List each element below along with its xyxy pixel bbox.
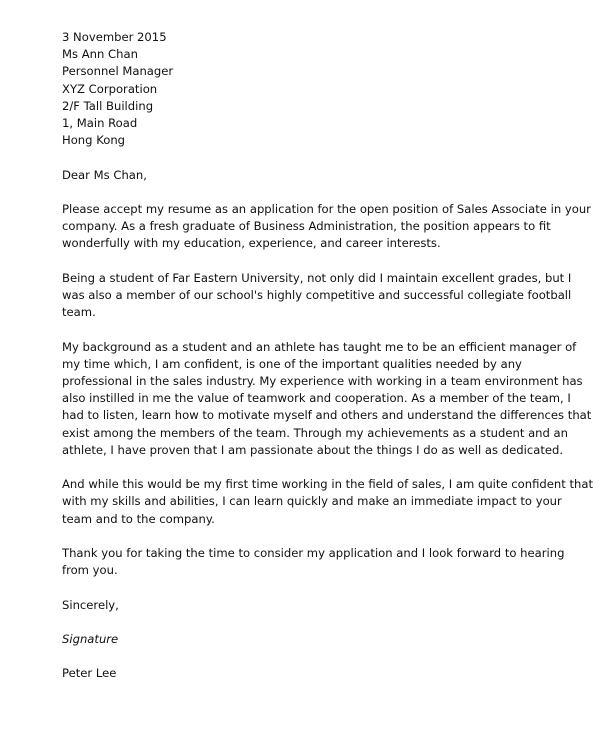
closing <box>62 597 562 614</box>
paragraph-2 <box>62 270 572 322</box>
signature-block <box>62 631 562 648</box>
salutation-text: Dear Ms Chan, <box>62 167 147 182</box>
paragraph-3 <box>62 339 592 459</box>
paragraph-line: had to listen, learn how to motivate myself and others and understand the differences that <box>62 408 592 423</box>
paragraph-line: My background as a student and an athlete has taught me to be an efficient manager of <box>62 339 577 354</box>
paragraph-line: from you. <box>62 563 118 578</box>
paragraph-line: team. <box>62 305 96 320</box>
paragraph-1 <box>62 201 591 253</box>
salutation <box>62 167 562 184</box>
paragraph-line: also instilled in me the value of teamwork and cooperation. As a member of the team, I <box>62 391 571 406</box>
paragraph-line: company. As a fresh graduate of Business Administration, the position appears to fit <box>62 219 551 234</box>
sender-block <box>62 665 562 682</box>
sender-name: Peter Lee <box>62 666 117 681</box>
paragraph-line: wonderfully with my education, experience, and career interests. <box>62 236 441 251</box>
recipient-title: Personnel Manager <box>62 64 174 79</box>
paragraph-line: exist among the members of the team. Through my achievements as a student and an <box>62 425 569 440</box>
paragraph-4 <box>62 476 594 528</box>
signature-text: Signature <box>62 631 119 646</box>
paragraph-line: professional in the sales industry. My experience with working in a team environment has <box>62 374 583 388</box>
recipient-address-line1: 2/F Tall Building <box>62 98 154 113</box>
paragraph-5 <box>62 545 565 579</box>
letter-date: 3 November 2015 <box>62 30 167 44</box>
paragraph-line: team and to the company. <box>62 511 215 526</box>
closing-text: Sincerely, <box>62 597 119 612</box>
recipient-name: Ms Ann Chan <box>62 47 138 62</box>
paragraph-line: Please accept my resume as an application for the open position of Sales Associate in your <box>62 202 591 216</box>
cover-letter <box>62 29 594 700</box>
paragraph-line: was also a member of our school's highly competitive and successful collegiate football <box>62 288 572 302</box>
paragraph-line: my time which, I am confident, is one of the important qualities needed by any <box>62 356 522 371</box>
paragraph-line: with my skills and abilities, I can learn quickly and make an immediate impact to your <box>62 494 562 509</box>
header-block <box>62 29 562 149</box>
paragraph-line: Thank you for taking the time to consider my application and I look forward to hearing <box>62 546 565 560</box>
recipient-address-line2: 1, Main Road <box>62 116 138 131</box>
paragraph-line: Being a student of Far Eastern University, not only did I maintain excellent grades, but I <box>62 270 572 285</box>
paragraph-line: athlete, I have proven that I am passionate about the things I do as well as dedicated. <box>62 442 564 457</box>
paragraph-line: And while this would be my first time working in the field of sales, I am quite confident that <box>62 477 594 492</box>
recipient-company: XYZ Corporation <box>62 81 158 96</box>
recipient-city: Hong Kong <box>62 133 126 148</box>
